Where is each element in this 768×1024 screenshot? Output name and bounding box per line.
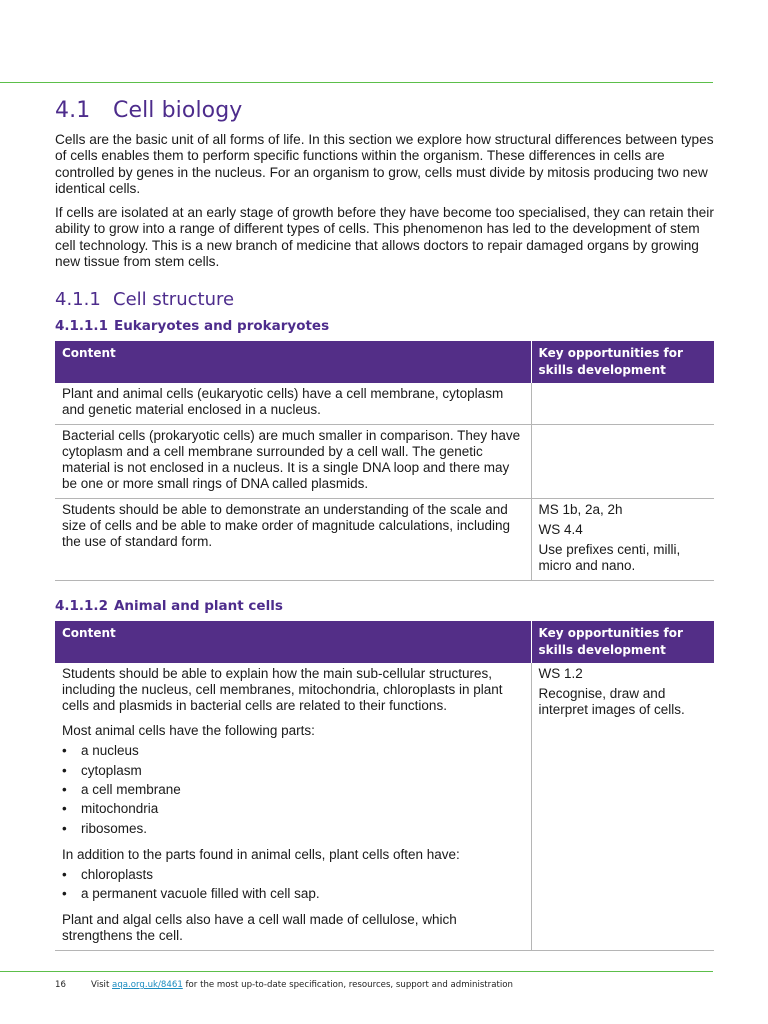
intro-paragraph-2: If cells are isolated at an early stage of growth before they have become too specialised, they can retain their ability to grow into a range of different types of cells. This phenomenon has led to the development of stem cell technology. This is a new branch of medicine that allows doctors to repair damaged organs by growing new tissue from stem cells.: [55, 205, 714, 270]
content-column-header: Content: [55, 341, 531, 383]
footer-text-after: for the most up-to-date specification, resources, support and administration: [182, 980, 513, 990]
header-rule: [0, 82, 713, 83]
topic-heading-eukaryotes: [55, 316, 714, 336]
table-row: [55, 383, 714, 425]
topic-title: Eukaryotes and prokaryotes: [113, 318, 330, 335]
list-item: • mitochondria: [62, 799, 523, 818]
cell-text: Plant and animal cells (eukaryotic cells) have a cell membrane, cytoplasm and genetic material enclosed in a nucleus.: [62, 386, 504, 418]
skills-cell: [531, 663, 714, 951]
animal-parts-intro: Most animal cells have the following parts:: [62, 723, 315, 739]
content-column-header: Content: [55, 621, 531, 663]
subsection-title: Cell structure: [113, 289, 235, 311]
skill-item: Recognise, draw and interpret images of cells.: [538, 686, 685, 718]
section-number: 4.1: [55, 98, 91, 123]
skills-cell: [531, 383, 714, 425]
topic-number: 4.1.1.2: [55, 598, 108, 615]
footer-rule: [0, 971, 713, 972]
page-number: 16: [55, 980, 66, 990]
spec-table-eukaryotes: [55, 341, 714, 581]
table-header-row: [55, 341, 714, 383]
list-item: • a nucleus: [62, 741, 523, 760]
subsection-number: 4.1.1: [55, 289, 101, 311]
skill-item: MS 1b, 2a, 2h: [538, 502, 623, 518]
list-item: • ribosomes.: [62, 819, 523, 838]
topic-title: Animal and plant cells: [113, 598, 283, 615]
animal-parts-list: [62, 741, 523, 837]
spec-table-animal-plant: [55, 621, 714, 951]
table-row: [55, 499, 714, 581]
skills-column-header: Key opportunities for skills development: [531, 341, 714, 383]
section-title: Cell biology: [113, 98, 243, 123]
cell-text: Students should be able to explain how the main sub-cellular structures, including the nucleus, cell membranes, mitochondria, chloroplasts in plant cells and plasmids in bacterial cells are related to their functions.: [62, 666, 503, 714]
skill-item: Use prefixes centi, milli, micro and nano.: [538, 542, 681, 574]
footer-text-before: Visit: [91, 980, 113, 990]
page-footer: [55, 979, 715, 991]
skills-cell: [531, 499, 714, 581]
list-item: • a cell membrane: [62, 780, 523, 799]
topic-number: 4.1.1.1: [55, 318, 108, 335]
content-cell: [55, 499, 531, 581]
list-item: • chloroplasts: [62, 865, 523, 884]
skills-cell: [531, 425, 714, 499]
section-heading: [55, 96, 714, 126]
table-row: [55, 425, 714, 499]
content-cell: [55, 383, 531, 425]
skill-item: WS 4.4: [538, 522, 583, 538]
skills-column-header: Key opportunities for skills development: [531, 621, 714, 663]
table-row: [55, 663, 714, 951]
subsection-heading: [55, 288, 714, 312]
list-item: • cytoplasm: [62, 761, 523, 780]
cell-text: Students should be able to demonstrate an understanding of the scale and size of cells and be able to make order of magnitude calculations, including the use of standard form.: [62, 502, 511, 550]
plant-parts-list: [62, 865, 523, 904]
cell-text: Bacterial cells (prokaryotic cells) are much smaller in comparison. They have cytoplasm and a cell membrane surrounded by a cell wall. The genetic material is not enclosed in a nucleus. It is a single DNA loop and there may be one or more small rings of DNA called plasmids.: [62, 428, 521, 492]
cell-text: Plant and algal cells also have a cell wall made of cellulose, which strengthens the cell.: [62, 912, 457, 944]
spec-link[interactable]: aqa.org.uk/8461: [112, 980, 183, 990]
content-cell: [55, 425, 531, 499]
list-item: • a permanent vacuole filled with cell sap.: [62, 884, 523, 903]
topic-heading-animal-plant: [55, 596, 714, 616]
table-header-row: [55, 621, 714, 663]
content-cell: [55, 663, 531, 951]
intro-paragraph-1: Cells are the basic unit of all forms of life. In this section we explore how structural differences between types of cells enables them to perform specific functions within the organism. These differences in cells are controlled by genes in the nucleus. For an organism to grow, cells must divide by mitosis producing two new identical cells.: [55, 132, 714, 196]
plant-parts-intro: In addition to the parts found in animal cells, plant cells often have:: [62, 846, 460, 862]
main-content: [55, 96, 714, 951]
skill-item: WS 1.2: [538, 666, 583, 682]
